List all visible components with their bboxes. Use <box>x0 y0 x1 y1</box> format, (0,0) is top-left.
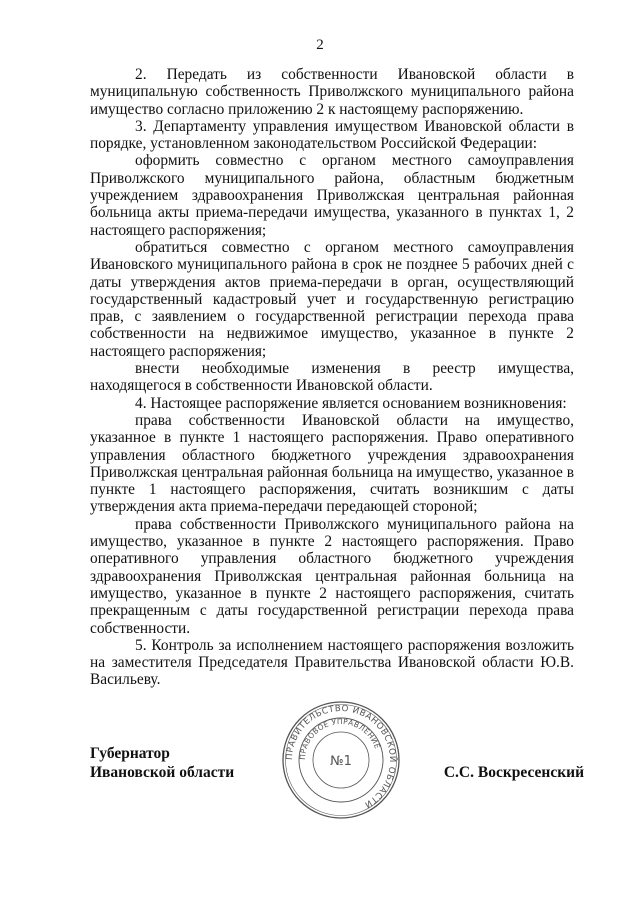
paragraph-3-formalize: оформить совместно с органом местного самоуправления Приволжского муниципального района, областным бюджетным учреждением здравоохранения Приволжская центральная районная больница акты приема-передачи имущества, указанного в пунктах 1, 2 настоящего распоряжения; <box>90 152 574 239</box>
paragraph-4-ownership-district: права собственности Приволжского муниципального района на имущество, указанное в пункте 2 настоящего распоряжения. Право оперативного управления областного бюджетного учреждения здравоохранения Приволжская центральная районная больница на имущество, указанное в пункте 2 настоящего распоряжения, считать прекращенным с даты государственной регистрации перехода права собственности. <box>90 515 574 637</box>
paragraph-3-apply: обратиться совместно с органом местного самоуправления Ивановского муниципального района в срок не позднее 5 рабочих дней с даты утверждения актов приема-передачи в орган, осуществляющий государственный кадастровый учет и государственную регистрацию прав, с заявлением о государственной регистрации перехода права собственности на недвижимое имущество, указанное в пункте 2 настоящего распоряжения; <box>90 238 574 360</box>
signer-title-line2: Ивановской области <box>90 764 235 781</box>
seal-outer-text: ПРАВИТЕЛЬСТВО ИВАНОВСКОЙ ОБЛАСТИ <box>284 703 398 810</box>
seal-inner-text: ПРАВОВОЕ УПРАВЛЕНИЕ <box>297 716 383 761</box>
signer-title <box>90 744 234 782</box>
document-body <box>90 66 574 689</box>
paragraph-5-control: 5. Контроль за исполнением настоящего распоряжения возложить на заместителя Председателя Правительства Ивановской области Ю.В. Васильеву. <box>90 636 574 689</box>
page-number: 2 <box>316 37 324 53</box>
seal-number: №1 <box>330 754 352 769</box>
paragraph-3-register: внести необходимые изменения в реестр имущества, находящегося в собственности Ивановской области. <box>90 360 574 395</box>
paragraph-4-basis: 4. Настоящее распоряжение является основанием возникновения: <box>135 394 567 412</box>
signer-title-line1: Губернатор <box>90 745 170 762</box>
official-seal <box>281 700 401 820</box>
signer-name: С.С. Воскресенский <box>443 764 584 781</box>
paragraph-3-department: 3. Департаменту управления имуществом Ивановской области в порядке, установленном законодательством Российской Федерации: <box>90 117 574 153</box>
paragraph-4-ownership-region: права собственности Ивановской области на имущество, указанное в пункте 1 настоящего распоряжения. Право оперативного управления областного бюджетного учреждения здравоохранения Приволжская центральная районная больница на имущество, указанное в пункте 1 настоящего распоряжения, считать возникшим с даты утверждения акта приема-передачи передающей стороной; <box>90 411 574 516</box>
paragraph-2-transfer: 2. Передать из собственности Ивановской области в муниципальную собственность Приволжского муниципального района имущество согласно приложению 2 к настоящему распоряжению. <box>90 66 574 118</box>
signature-block <box>90 700 584 820</box>
